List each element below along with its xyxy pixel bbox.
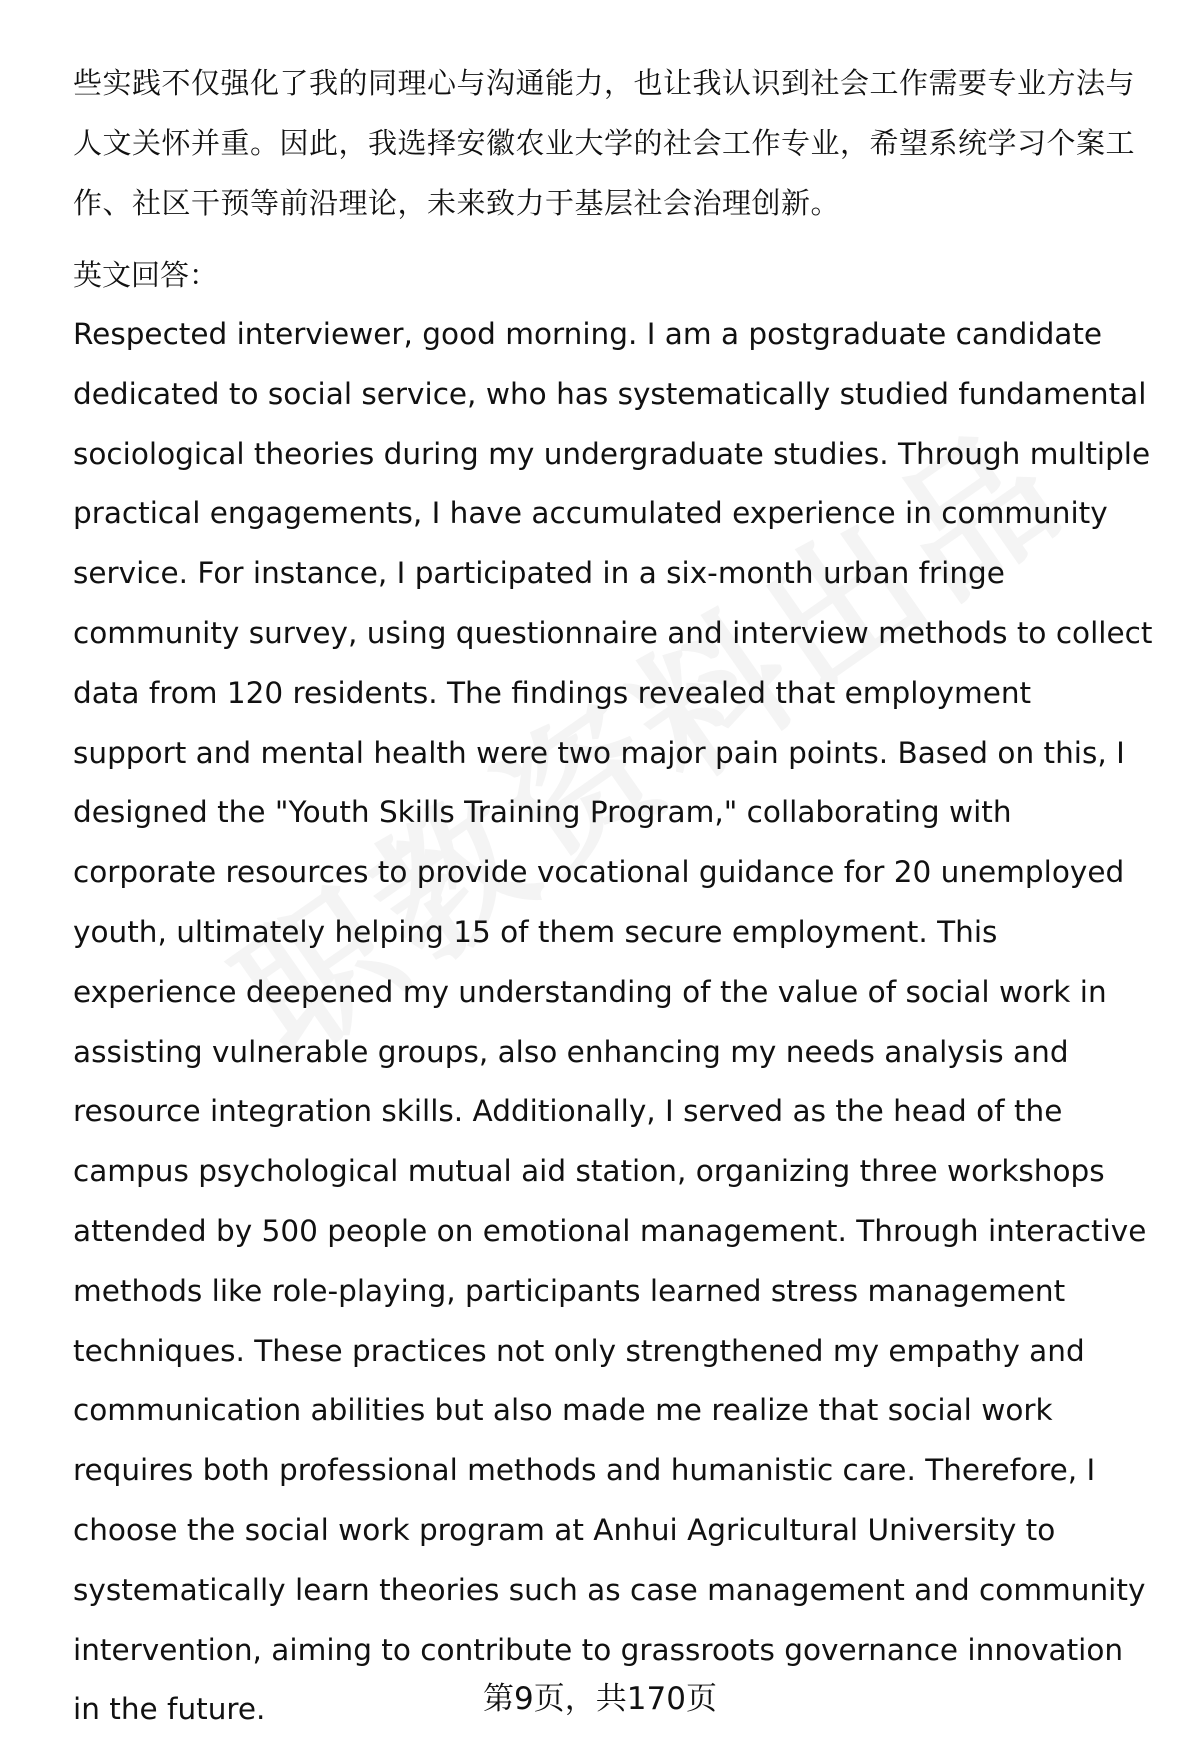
english-answer-heading: 英文回答： [73, 258, 219, 292]
english-answer-paragraph: Respected interviewer, good morning. I am a postgraduate candidate dedicated to social service, who has systematically studied fundamental sociological theories during my undergraduate studies. Through multiple practical engagements, I have accumulated experience in community service. For instance, I participated in a six-month urban fringe community survey, using questionnaire and interview methods to collect data from 120 residents. The findings revealed that employment support and mental health were two major pain points. Based on this, I designed the "Youth Skills Training Program," collaborating with corporate resources to provide vocational guidance for 20 unemployed youth, ultimately helping 15 of them secure employment. This experience deepened my understanding of the value of social work in assisting vulnerable groups, also enhancing my needs analysis and resource integration skills. Additionally, I served as the head of the campus psychological mutual aid station, organizing three workshops attended by 500 people on emotional management. Through interactive methods like role-playing, participants learned stress management techniques. These practices not only strengthened my empathy and communication abilities but also made me realize that social work requires both professional methods and humanistic care. Therefore, I choose the social work program at Anhui Agricultural University to systematically learn theories such as case management and community intervention, aiming to contribute to grassroots governance innovation in the future. [73, 317, 1153, 1727]
page-number-footer: 第9页，共170页 [483, 1681, 717, 1717]
page-content [73, 53, 1153, 1740]
chinese-answer-paragraph: 些实践不仅强化了我的同理心与沟通能力，也让我认识到社会工作需要专业方法与人文关怀并重。因此，我选择安徽农业大学的社会工作专业，希望系统学习个案工作、社区干预等前沿理论，未来致力于基层社会治理创新。 [73, 66, 1136, 220]
